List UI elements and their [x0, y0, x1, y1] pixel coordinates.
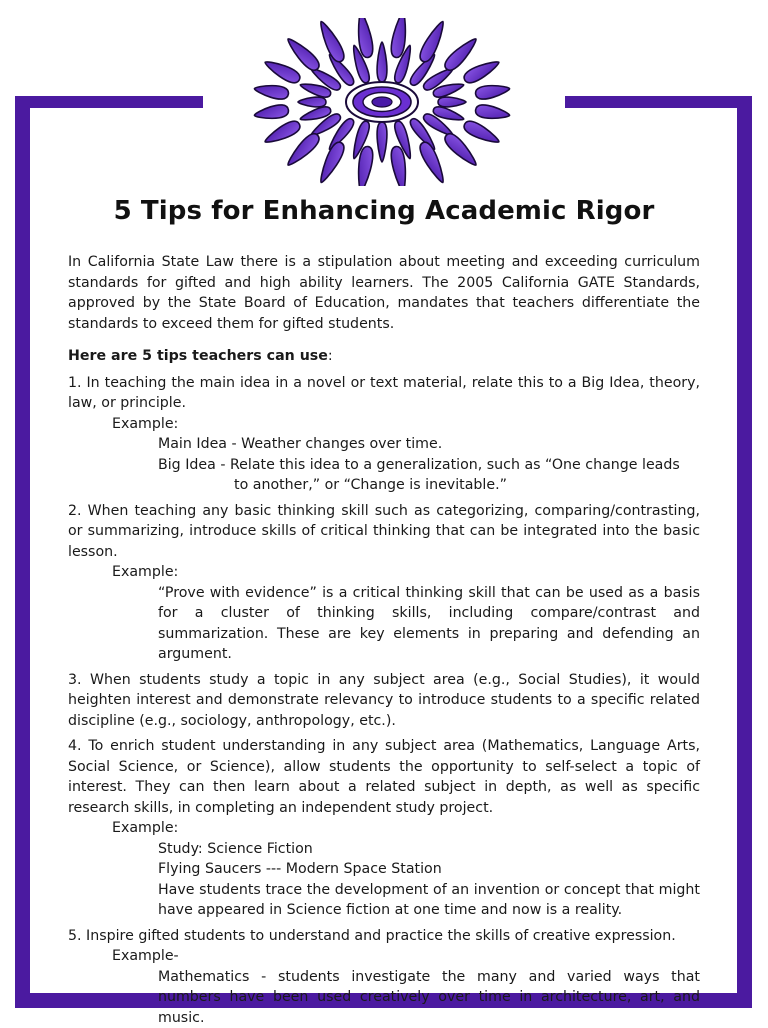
frame-top-left [15, 96, 203, 108]
tip-2-example-body: “Prove with evidence” is a critical thinking skill that can be used as a basis for a cluster of thinking skills, including compare/contrast and summarization. These are key elements in preparing and defending an argument. [68, 583, 700, 665]
tip-2-example-label: Example: [68, 562, 700, 583]
logo-petal [475, 104, 511, 122]
tip-4-example-label: Example: [68, 818, 700, 839]
tip-4-example-body: Have students trace the development of an invention or concept that might have appeared in Science fiction at one time and now is a reality. [68, 880, 700, 921]
tip-5-text: 5. Inspire gifted students to understand and practice the skills of creative expression. [68, 926, 700, 947]
logo-petal [253, 104, 289, 122]
tip-5-example-label: Example- [68, 946, 700, 967]
logo-petal [253, 82, 289, 100]
frame-left [15, 96, 30, 1008]
tips-lead-text: Here are 5 tips teachers can use [68, 348, 328, 364]
tip-1-text: 1. In teaching the main idea in a novel or text material, relate this to a Big Idea, theory, law, or principle. [68, 373, 700, 414]
logo-petal [462, 118, 502, 147]
intro-paragraph: In California State Law there is a stipulation about meeting and exceeding curriculum standards for gifted and high ability learners. The 2005 California GATE Standards, approved by the State Board of Education, mandates that teachers differentiate the standards to exceed them for gifted students. [68, 252, 700, 334]
page-title: 5 Tips for Enhancing Academic Rigor [0, 196, 768, 226]
logo-petal [377, 42, 387, 82]
frame-top-right [565, 96, 752, 108]
logo-petal [377, 122, 387, 162]
purple-starburst-logo-icon [244, 18, 520, 186]
tips-lead [68, 346, 700, 367]
tip-2-text: 2. When teaching any basic thinking skill such as categorizing, comparing/contrasting, or summarizing, introduce skills of critical thinking that can be integrated into the basic lesson. [68, 501, 700, 563]
tip-3-text: 3. When students study a topic in any subject area (e.g., Social Studies), it would heighten interest and demonstrate relevancy to introduce students to a specific related discipline (e.g., sociology, anthropology, etc.). [68, 670, 700, 732]
document-body [68, 252, 700, 1028]
tip-4-example-line2: Flying Saucers --- Modern Space Station [68, 859, 700, 880]
logo-petal [438, 97, 466, 107]
logo-petal [262, 57, 302, 86]
tips-lead-colon: : [328, 348, 333, 364]
logo-petal [262, 118, 302, 147]
logo-petal [462, 57, 502, 86]
tip-1-example-line1: Main Idea - Weather changes over time. [68, 434, 700, 455]
logo-petal [475, 82, 511, 100]
frame-right [737, 96, 752, 1008]
tip-1-example-line2b: to another,” or “Change is inevitable.” [158, 475, 700, 496]
tip-4-example-line1: Study: Science Fiction [68, 839, 700, 860]
tip-4-text: 4. To enrich student understanding in any subject area (Mathematics, Language Arts, Social Science, or Science), allow students the opportunity to self-select a topic of interest. They can then learn about a related subject in depth, as well as specific research skills, in completing an independent study project. [68, 736, 700, 818]
logo-petal [298, 97, 326, 107]
tip-1-example-line2a: Big Idea - Relate this idea to a generalization, such as “One change leads [68, 455, 700, 476]
tip-1-example-label: Example: [68, 414, 700, 435]
tip-5-example-body: Mathematics - students investigate the many and varied ways that numbers have been used creatively over time in architecture, art, and music. [68, 967, 700, 1028]
